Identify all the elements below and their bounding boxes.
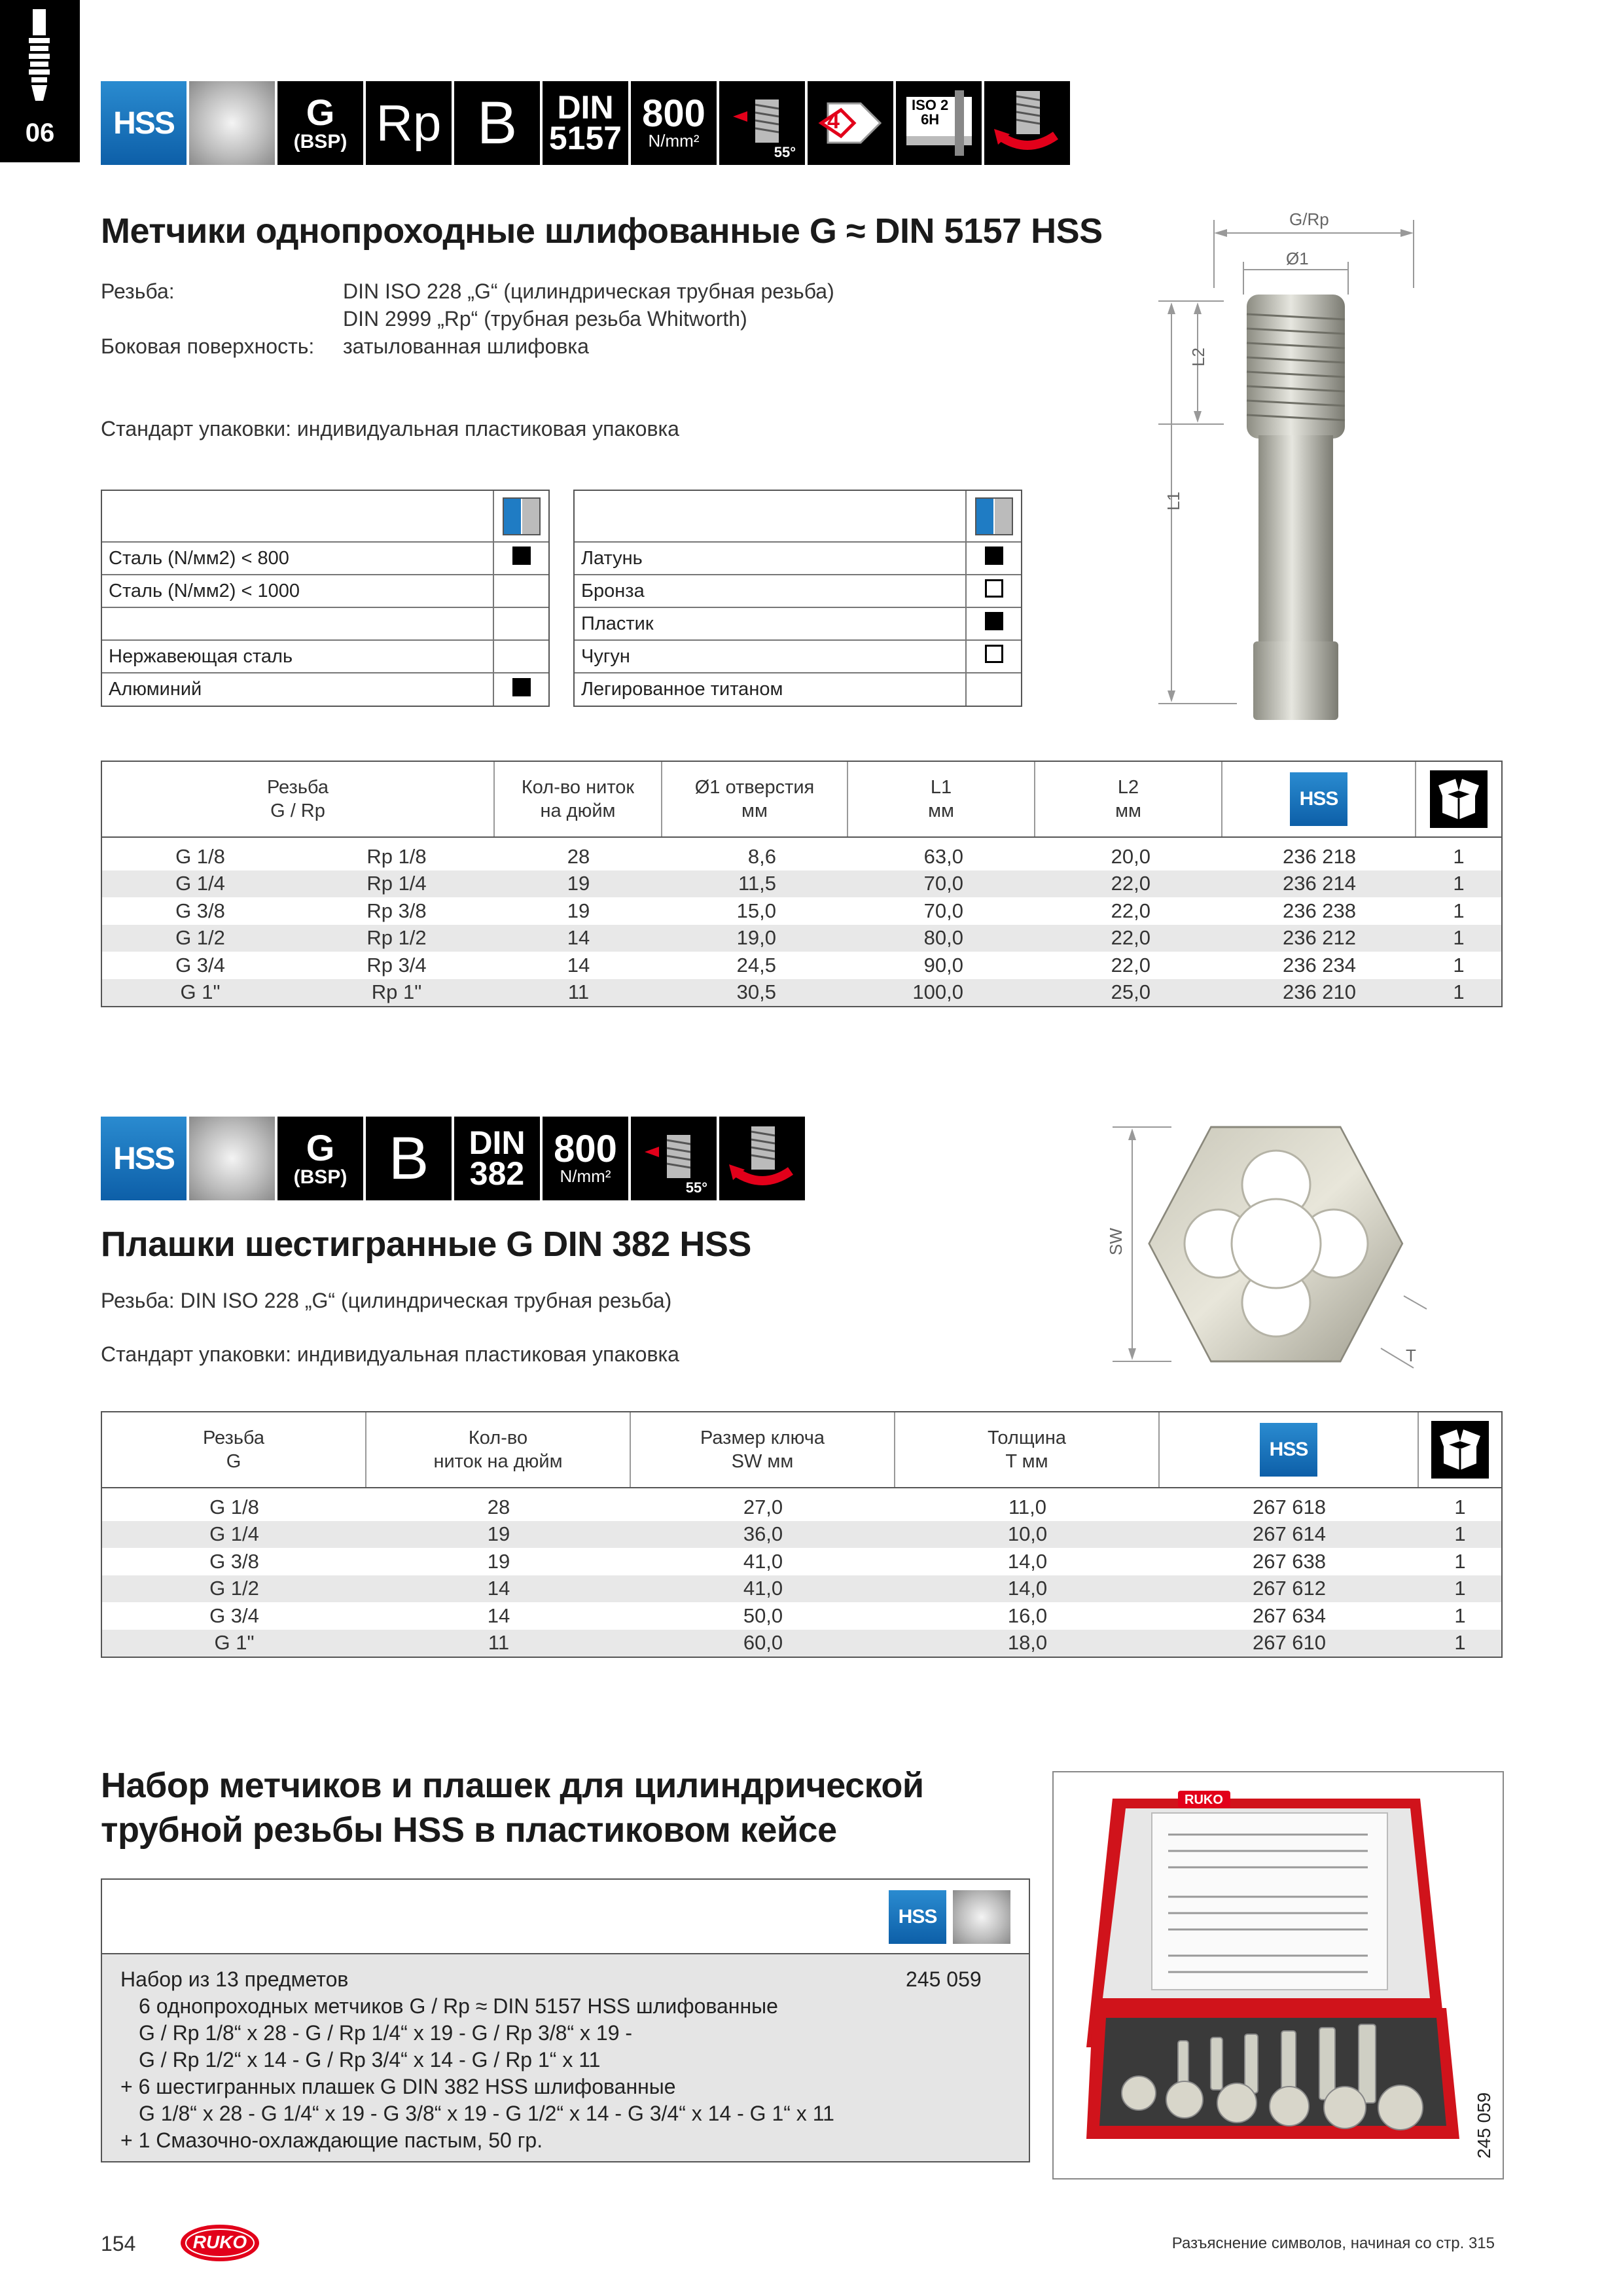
set-item-line: + 6 шестигранных плашек G DIN 382 HSS шлифованные: [120, 2075, 676, 2098]
cell-qty: 1: [1453, 899, 1465, 922]
cell-t: 14,0: [1007, 1577, 1048, 1600]
chapter-number: 06: [25, 118, 55, 147]
thread-angle-icon: 55°: [631, 1117, 717, 1200]
case-brand: RUKO: [1185, 1793, 1223, 1807]
cell-g: G 3/4: [209, 1604, 259, 1627]
cell-g: G 3/4: [175, 953, 225, 977]
cell-sw: 41,0: [743, 1577, 783, 1600]
cell-qty: 1: [1454, 1522, 1466, 1546]
material-name: Латунь: [575, 542, 966, 575]
drawing-label-l2: L2: [1188, 348, 1208, 367]
material-name: Пластик: [575, 607, 966, 640]
set-item-line: G / Rp 1/2“ x 14 - G / Rp 3/4“ x 14 - G / Rp 1“ x 11: [139, 2048, 601, 2072]
cell-tpi: 28: [487, 1495, 510, 1518]
col-thickness: Толщина T мм: [895, 1412, 1160, 1487]
cell-g: G 1/8: [209, 1495, 259, 1518]
din-standard-icon: DIN 382: [454, 1117, 540, 1200]
cell-l2: 22,0: [1111, 872, 1150, 895]
table-row: [102, 979, 1501, 1007]
strength-icon: 800 N/mm²: [631, 81, 717, 165]
spec-value: затылованная шлифовка: [343, 334, 589, 358]
cell-l2: 22,0: [1111, 953, 1150, 977]
cell-rp: Rp 3/4: [366, 953, 427, 977]
flutes-icon: 4: [808, 81, 893, 165]
din-standard-icon: DIN 5157: [543, 81, 628, 165]
cell-g: G 1/4: [175, 872, 225, 895]
cell-qty: 1: [1453, 980, 1465, 1004]
cell-l1: 70,0: [923, 899, 963, 922]
cell-rp: Rp 1/2: [366, 926, 427, 950]
dies-packaging: Стандарт упаковки: индивидуальная пластиковая упаковка: [101, 1342, 679, 1366]
cell-tpi: 11: [488, 1631, 510, 1655]
material-name: Сталь (N/мм2) < 800: [102, 542, 493, 575]
cell-g: G 1": [180, 980, 221, 1004]
hss-icon: HSS: [101, 1117, 187, 1200]
suitable-mark: [985, 547, 1003, 565]
cell-sw: 41,0: [743, 1549, 783, 1573]
drawing-label-l1: L1: [1164, 492, 1183, 511]
set-title-line2: трубной резьбы HSS в пластиковом кейсе: [101, 1810, 837, 1850]
suitable-mark: [512, 678, 531, 696]
cell-art: 267 634: [1252, 1604, 1327, 1627]
table-row: [102, 925, 1501, 952]
thread-angle-icon: 55°: [719, 81, 805, 165]
cell-g: G 1/4: [209, 1522, 259, 1546]
cell-tpi: 19: [567, 872, 590, 895]
cell-qty: 1: [1453, 872, 1465, 895]
table-row: [102, 1521, 1501, 1549]
cell-qty: 1: [1453, 844, 1465, 868]
thread-rp-icon: Rp: [366, 81, 452, 165]
set-table-body: [101, 1954, 1030, 2162]
feature-icons-taps: [101, 81, 1070, 165]
cell-g: G 1/2: [209, 1577, 259, 1600]
cell-g: G 1/8: [175, 844, 225, 868]
cell-art: 267 638: [1252, 1549, 1327, 1573]
photo-article-label: 245 059: [1474, 2092, 1494, 2159]
form-b-icon: B: [366, 1117, 452, 1200]
cell-l1: 100,0: [912, 980, 963, 1004]
materials-table-right: [573, 490, 1022, 707]
table-row: [102, 1602, 1501, 1630]
cell-l1: 80,0: [923, 926, 963, 950]
ruko-logo: [179, 2223, 260, 2263]
thread-g-icon: G (BSP): [277, 1117, 363, 1200]
taps-title: Метчики однопроходные шлифованные G ≈ DIN 5157 HSS: [101, 211, 1103, 251]
set-item-line: + 1 Смазочно-охлаждающие пастым, 50 гр.: [120, 2128, 543, 2152]
limited-mark: [985, 645, 1003, 663]
hss-ground-icon: [503, 497, 541, 535]
cell-qty: 1: [1454, 1495, 1466, 1518]
chapter-tab: [0, 0, 80, 162]
drawing-label-sw: SW: [1106, 1228, 1126, 1255]
cell-sw: 50,0: [743, 1604, 783, 1627]
cell-d: 8,6: [747, 844, 776, 868]
cell-tpi: 19: [487, 1549, 510, 1573]
drawing-label-t: T: [1406, 1346, 1416, 1365]
ground-finish-icon: [189, 81, 275, 165]
material-name: Чугун: [575, 640, 966, 673]
materials-table-left: [101, 490, 550, 707]
cell-l1: 70,0: [923, 872, 963, 895]
table-row: [102, 870, 1501, 898]
ground-finish-icon: [189, 1117, 275, 1200]
table-row: [102, 1575, 1501, 1603]
feature-icons-dies: [101, 1117, 805, 1200]
set-title: [101, 1763, 924, 1852]
cell-d: 11,5: [738, 872, 776, 895]
set-item-line: 6 однопроходных метчиков G / Rp ≈ DIN 5157 HSS шлифованные: [139, 1994, 778, 2018]
case-illustration: [1054, 1772, 1505, 2181]
cell-d: 30,5: [736, 980, 776, 1004]
right-hand-thread-icon: [984, 81, 1070, 165]
taps-packaging: Стандарт упаковки: индивидуальная пластиковая упаковка: [101, 417, 679, 440]
tap-drawing: [1139, 209, 1427, 720]
cell-qty: 1: [1454, 1631, 1466, 1655]
cell-l1: 63,0: [923, 844, 963, 868]
cell-g: G 1/2: [175, 926, 225, 950]
cell-qty: 1: [1453, 953, 1465, 977]
cell-t: 18,0: [1007, 1631, 1048, 1655]
suitable-mark: [512, 547, 531, 565]
cell-t: 16,0: [1007, 1604, 1048, 1627]
cell-qty: 1: [1454, 1577, 1466, 1600]
hss-ground-icon: [975, 497, 1013, 535]
form-b-icon: B: [454, 81, 540, 165]
table-row: [102, 1630, 1501, 1657]
cell-tpi: 14: [567, 953, 590, 977]
hss-badge: HSS: [1290, 772, 1347, 826]
cell-art: 267 614: [1252, 1522, 1327, 1546]
package-qty-icon: [1431, 1421, 1489, 1479]
cell-art: 236 212: [1282, 926, 1357, 950]
cell-t: 10,0: [1007, 1522, 1048, 1546]
symbols-note: Разъяснение символов, начиная со стр. 315: [1171, 2234, 1495, 2252]
set-item-line: G / Rp 1/8“ x 28 - G / Rp 1/4“ x 19 - G / Rp 3/8“ x 19 -: [139, 2021, 633, 2045]
spec-value: DIN ISO 228 „G“ (цилиндрическая трубная резьба): [343, 279, 834, 303]
package-qty-icon: [1430, 770, 1488, 828]
set-title-line1: Набор метчиков и плашек для цилиндрической: [101, 1766, 924, 1805]
ruko-logo-text: RUKO: [192, 2232, 247, 2252]
cell-g: G 1": [214, 1631, 255, 1655]
col-l1: L1 мм: [848, 762, 1035, 836]
suitable-mark: [985, 612, 1003, 630]
material-name: Легированное титаном: [581, 679, 783, 700]
cell-d: 24,5: [736, 953, 776, 977]
cell-rp: Rp 3/8: [366, 899, 427, 922]
strength-icon: 800 N/mm²: [543, 1117, 628, 1200]
cell-art: 267 610: [1252, 1631, 1327, 1655]
cell-rp: Rp 1": [371, 980, 422, 1004]
material-name: Бронза: [575, 575, 966, 607]
table-row: [102, 843, 1501, 870]
material-name: Нержавеющая сталь: [102, 640, 493, 673]
cell-qty: 1: [1454, 1604, 1466, 1627]
cell-sw: 60,0: [743, 1631, 783, 1655]
cell-tpi: 14: [567, 926, 590, 950]
dies-thread: Резьба: DIN ISO 228 „G“ (цилиндрическая трубная резьба): [101, 1289, 672, 1312]
cell-tpi: 11: [567, 980, 590, 1004]
col-thread: Резьба G / Rp: [102, 762, 495, 836]
right-hand-thread-icon: [719, 1117, 805, 1200]
table-row: [102, 897, 1501, 925]
ground-finish-icon: [953, 1890, 1010, 1944]
table-row: [102, 952, 1501, 979]
cell-sw: 36,0: [743, 1522, 783, 1546]
taps-table: [101, 761, 1503, 1007]
material-name: Алюминий: [109, 679, 202, 700]
cell-g: G 3/8: [209, 1549, 259, 1573]
material-name: Сталь (N/мм2) < 1000: [102, 575, 493, 607]
cell-l2: 20,0: [1111, 844, 1150, 868]
col-tpi: Кол-во ниток на дюйм: [366, 1412, 631, 1487]
hss-badge: HSS: [1260, 1423, 1317, 1477]
dies-title: Плашки шестигранные G DIN 382 HSS: [101, 1225, 751, 1264]
cell-art: 267 618: [1252, 1495, 1327, 1518]
die-drawing: [1106, 1113, 1433, 1374]
table-row: [102, 1494, 1501, 1521]
spec-label: Боковая поверхность:: [101, 334, 315, 358]
cell-qty: 1: [1453, 926, 1465, 950]
cell-l2: 22,0: [1111, 899, 1150, 922]
tap-icon: [26, 9, 52, 107]
hss-icon: HSS: [101, 81, 187, 165]
set-item-line: G 1/8“ x 28 - G 1/4“ x 19 - G 3/8“ x 19 - G 1/2“ x 14 - G 3/4“ x 14 - G 1“ x 11: [139, 2102, 834, 2125]
dies-table: [101, 1411, 1503, 1658]
cell-tpi: 19: [487, 1522, 510, 1546]
col-hole: Ø1 отверстия мм: [662, 762, 848, 836]
page-number: 154: [101, 2232, 136, 2255]
cell-art: 236 234: [1282, 953, 1357, 977]
table-row: [102, 1548, 1501, 1575]
spec-value: DIN 2999 „Rp“ (трубная резьба Whitworth): [343, 307, 747, 331]
cell-sw: 27,0: [743, 1495, 783, 1518]
cell-t: 11,0: [1008, 1495, 1047, 1518]
cell-tpi: 19: [567, 899, 590, 922]
cell-rp: Rp 1/8: [366, 844, 427, 868]
cell-art: 236 214: [1282, 872, 1357, 895]
limited-mark: [985, 579, 1003, 598]
cell-g: G 3/8: [175, 899, 225, 922]
set-photo: [1052, 1771, 1504, 2179]
cell-d: 19,0: [736, 926, 776, 950]
tolerance-iso-icon: ISO 2 6H: [896, 81, 982, 165]
set-article: 245 059: [906, 1967, 982, 1991]
spec-label: [101, 305, 343, 332]
cell-art: 236 210: [1282, 980, 1357, 1004]
col-sw: Размер ключа SW мм: [631, 1412, 895, 1487]
taps-specs: [101, 278, 886, 360]
cell-l2: 25,0: [1111, 980, 1150, 1004]
cell-d: 15,0: [736, 899, 776, 922]
cell-art: 236 238: [1282, 899, 1357, 922]
hss-badge: HSS: [889, 1890, 946, 1944]
cell-art: 236 218: [1282, 844, 1357, 868]
spec-label: Резьба:: [101, 279, 175, 303]
cell-art: 267 612: [1252, 1577, 1327, 1600]
col-l2: L2 мм: [1035, 762, 1222, 836]
cell-l2: 22,0: [1111, 926, 1150, 950]
cell-tpi: 14: [487, 1577, 510, 1600]
drawing-label-grp: G/Rp: [1289, 209, 1329, 229]
thread-g-icon: G (BSP): [277, 81, 363, 165]
cell-rp: Rp 1/4: [366, 872, 427, 895]
cell-tpi: 14: [487, 1604, 510, 1627]
drawing-label-d1: Ø1: [1286, 249, 1309, 268]
set-name: Набор из 13 предметов: [120, 1967, 349, 1991]
cell-l1: 90,0: [923, 953, 963, 977]
cell-tpi: 28: [567, 844, 590, 868]
material-name: [102, 607, 493, 640]
col-thread: Резьба G: [102, 1412, 366, 1487]
set-table-header: [101, 1878, 1030, 1954]
cell-t: 14,0: [1007, 1549, 1048, 1573]
col-tpi: Кол-во ниток на дюйм: [495, 762, 662, 836]
cell-qty: 1: [1454, 1549, 1466, 1573]
